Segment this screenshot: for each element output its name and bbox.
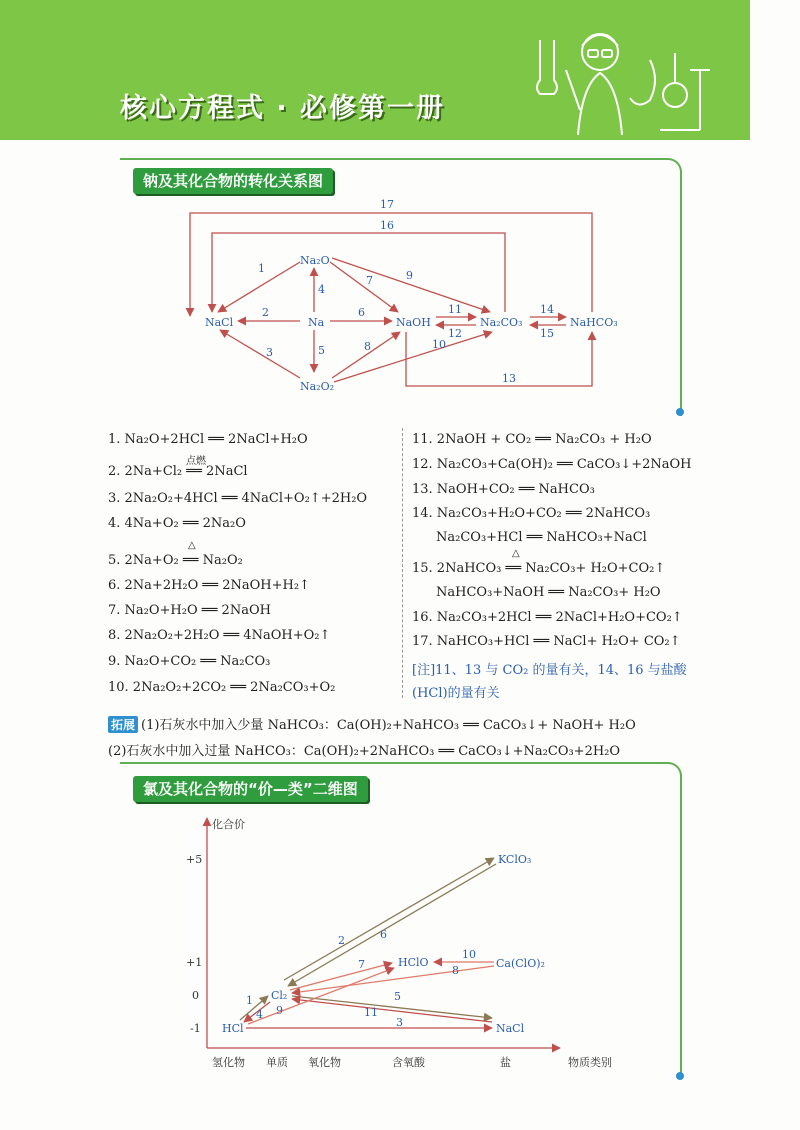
section1-title: 钠及其化合物的转化关系图	[133, 168, 333, 194]
label-16: 16	[380, 219, 394, 232]
equation-10: 10. 2Na₂O₂+2CO₂ ══ 2Na₂CO₃+O₂	[108, 680, 336, 695]
label-13: 13	[502, 372, 516, 385]
arrow-11	[292, 999, 492, 1022]
cl-label-1: 1	[246, 994, 253, 1007]
condition-5: △	[188, 540, 196, 551]
equation-14b: Na₂CO₃+HCl ══ NaHCO₃+NaCl	[436, 530, 647, 545]
label-2: 2	[262, 306, 269, 319]
species-cl2: Cl₂	[271, 989, 288, 1002]
node-naoh: NaOH	[396, 316, 431, 329]
extension-text-1: (1)石灰水中加入少量 NaHCO₃：Ca(OH)₂+NaHCO₃ ══ CaCO₃↓+ NaOH+ H₂O	[141, 718, 636, 733]
equation-2: 2. 2Na+Cl₂ ══ 2NaCl	[108, 464, 248, 479]
species-hcl: HCl	[222, 1022, 244, 1035]
xtick-salt: 盐	[500, 1056, 511, 1069]
equation-1: 1. Na₂O+2HCl ══ 2NaCl+H₂O	[108, 432, 308, 447]
label-10: 10	[432, 338, 446, 351]
species-nacl: NaCl	[496, 1022, 525, 1035]
cl-label-7: 7	[358, 958, 365, 971]
equation-11: 11. 2NaOH + CO₂ ══ Na₂CO₃ + H₂O	[412, 432, 652, 447]
y-axis-label: 化合价	[212, 818, 245, 831]
arrow-1	[240, 996, 268, 1020]
label-5: 5	[318, 344, 325, 357]
equation-17: 17. NaHCO₃+HCl ══ NaCl+ H₂O+ CO₂↑	[412, 634, 681, 649]
equation-8: 8. 2Na₂O₂+2H₂O ══ 4NaOH+O₂↑	[108, 628, 331, 643]
extension-line-2: (2)石灰水中加入过量 NaHCO₃：Ca(OH)₂+2NaHCO₃ ══ CaCO₃↓+Na₂CO₃+2H₂O	[108, 744, 621, 759]
note-line-1: [注]11、13 与 CO₂ 的量有关，14、16 与盐酸	[412, 663, 687, 678]
equation-6: 6. 2Na+2H₂O ══ 2NaOH+H₂↑	[108, 578, 310, 593]
node-nacl: NaCl	[205, 316, 234, 329]
x-axis-label: 物质类别	[568, 1056, 612, 1069]
node-na: Na	[308, 316, 325, 329]
xtick-oxide: 氧化物	[308, 1056, 341, 1069]
node-nahco3: NaHCO₃	[570, 316, 618, 329]
ytick-minus1: -1	[190, 1022, 201, 1035]
arrow-8	[292, 966, 494, 993]
node-na2o2: Na₂O₂	[300, 380, 335, 393]
label-17: 17	[380, 198, 394, 211]
label-12: 12	[448, 327, 462, 340]
ytick-0: 0	[192, 989, 199, 1002]
equation-13: 13. NaOH+CO₂ ══ NaHCO₃	[412, 482, 595, 497]
arrow-6	[288, 864, 496, 986]
cl-label-5: 5	[394, 990, 401, 1003]
equation-3: 3. 2Na₂O₂+4HCl ══ 4NaCl+O₂↑+2H₂O	[108, 491, 368, 506]
equation-15: 15. 2NaHCO₃ ══ Na₂CO₃+ H₂O+CO₂↑	[412, 561, 666, 576]
node-na2o: Na₂O	[300, 254, 330, 267]
equation-4: 4. 4Na+O₂ ══ 2Na₂O	[108, 516, 246, 531]
node-na2co3: Na₂CO₃	[480, 316, 523, 329]
condition-2: 点燃	[186, 456, 206, 467]
cl-label-11: 11	[364, 1006, 378, 1019]
species-kclo3: KClO₃	[498, 853, 532, 866]
condition-15: △	[512, 548, 520, 559]
cl-label-3: 3	[396, 1016, 403, 1029]
label-6: 6	[358, 306, 365, 319]
label-8: 8	[364, 340, 371, 353]
extension-badge: 拓展	[108, 716, 138, 733]
note-line-2: (HCl)的量有关	[412, 686, 500, 701]
label-14: 14	[540, 303, 554, 316]
equation-16: 16. Na₂CO₃+2HCl ══ 2NaCl+H₂O+CO₂↑	[412, 610, 683, 625]
label-9: 9	[406, 269, 413, 282]
ytick-plus5: +5	[186, 853, 203, 866]
equation-5: 5. 2Na+O₂ ══ Na₂O₂	[108, 553, 243, 568]
label-15: 15	[540, 327, 554, 340]
equation-9: 9. Na₂O+CO₂ ══ Na₂CO₃	[108, 654, 271, 669]
page-title: 核心方程式 · 必修第一册	[120, 93, 446, 124]
ytick-plus1: +1	[186, 956, 203, 969]
species-caclo2: Ca(ClO)₂	[496, 957, 545, 970]
label-11: 11	[448, 303, 462, 316]
cl-label-2: 2	[338, 934, 345, 947]
cl-label-10: 10	[462, 948, 476, 961]
equation-7: 7. Na₂O+H₂O ══ 2NaOH	[108, 603, 271, 618]
label-3: 3	[266, 346, 273, 359]
xtick-oxyacid: 含氧酸	[392, 1056, 425, 1069]
cl-label-6: 6	[380, 928, 387, 941]
label-7: 7	[366, 274, 373, 287]
arrow-5	[292, 996, 492, 1018]
xtick-element: 单质	[266, 1056, 288, 1069]
xtick-hydride: 氢化物	[212, 1056, 245, 1069]
species-hclo: HClO	[398, 956, 429, 969]
label-1: 1	[258, 262, 265, 275]
equation-14: 14. Na₂CO₃+H₂O+CO₂ ══ 2NaHCO₃	[412, 506, 651, 521]
section2-title: 氯及其化合物的“价—类”二维图	[133, 776, 368, 802]
cl-label-9: 9	[276, 1004, 283, 1017]
label-4: 4	[318, 283, 325, 296]
equation-12: 12. Na₂CO₃+Ca(OH)₂ ══ CaCO₃↓+2NaOH	[412, 457, 692, 472]
cl-label-8: 8	[452, 964, 459, 977]
equation-15b: NaHCO₃+NaOH ══ Na₂CO₃+ H₂O	[436, 585, 661, 600]
cl-label-4: 4	[256, 1008, 263, 1021]
